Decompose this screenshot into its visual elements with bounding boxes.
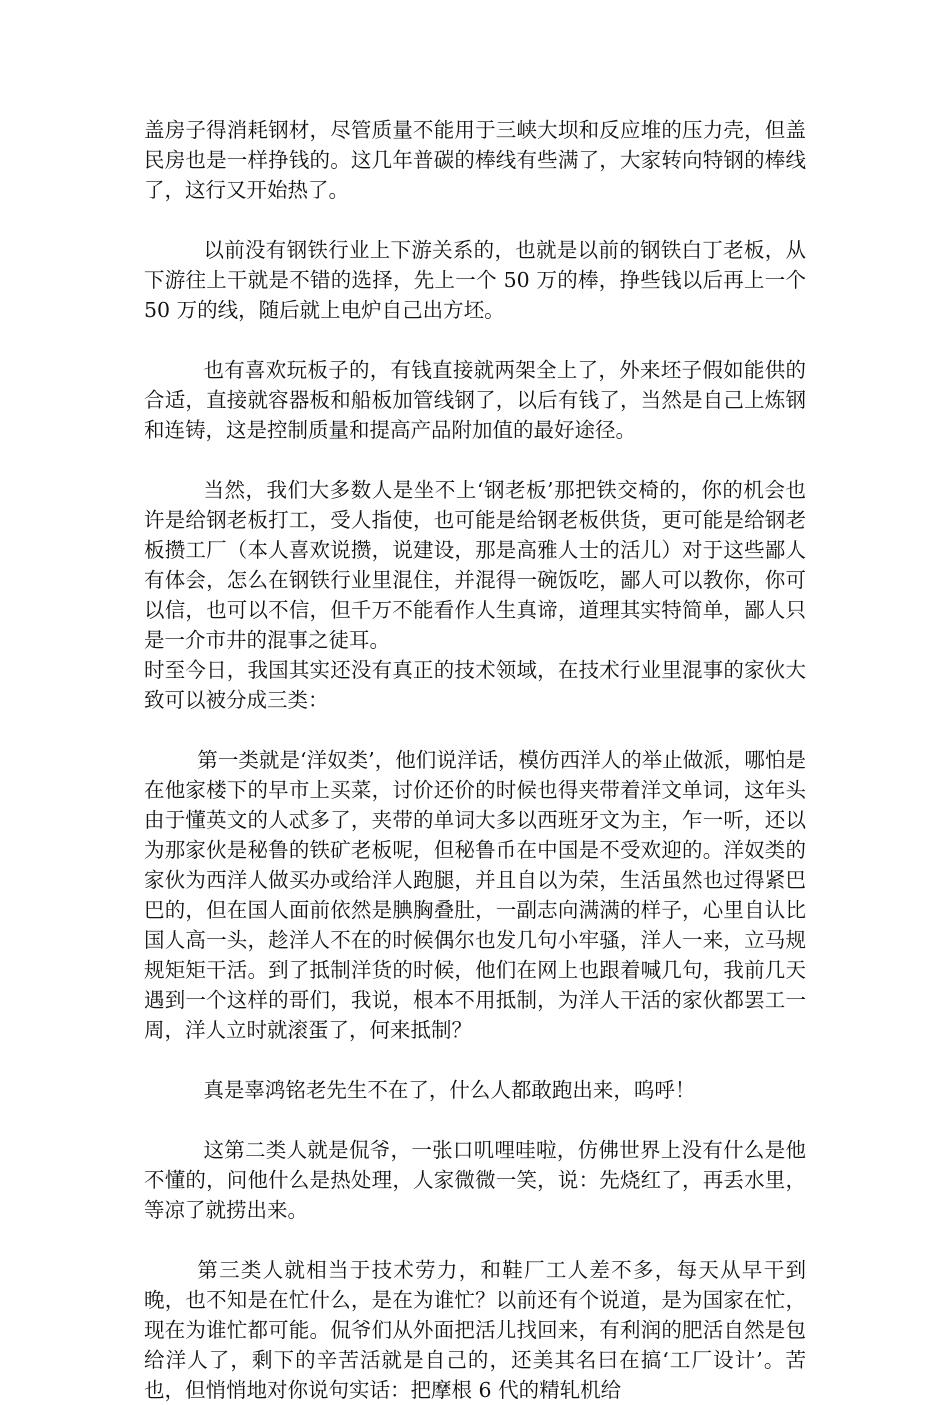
paragraph-plate-mills: 也有喜欢玩板子的，有钱直接就两架全上了，外来坯子假如能供的合适，直接就容器板和船板加管线钢了，以后有钱了，当然是自己上炼钢和连铸，这是控制质量和提高产品附加值的最好途径。 bbox=[144, 358, 806, 442]
document-body bbox=[144, 115, 806, 1405]
paragraph-type-one: 第一类就是‘洋奴类’，他们说洋话，模仿西洋人的举止做派，哪怕是在他家楼下的早市上买菜，讨价还价的时候也得夹带着洋文单词，这年头由于懂英文的人忒多了，夹带的单词大多以西班牙文为主，乍一听，还以为那家伙是秘鲁的铁矿老板呢，但秘鲁币在中国是不受欢迎的。洋奴类的家伙为西洋人做买办或给洋人跑腿，并且自以为荣，生活虽然也过得紧巴巴的，但在国人面前依然是腆胸叠肚，一副志向满满的样子，心里自认比国人高一头，趁洋人不在的时候偶尔也发几句小牢骚，洋人一来，立马规规矩矩干活。到了抵制洋货的时候，他们在网上也跟着喊几句，我前几天遇到一个这样的哥们，我说，根本不用抵制，为洋人干活的家伙都罢工一周，洋人立时就滚蛋了，何来抵制？ bbox=[144, 748, 806, 1042]
paragraph-downstream-path: 以前没有钢铁行业上下游关系的，也就是以前的钢铁白丁老板，从下游往上干就是不错的选择，先上一个 50 万的棒，挣些钱以后再上一个 50 万的线，随后就上电炉自己出方坯。 bbox=[144, 238, 806, 322]
paragraph-type-two: 这第二类人就是侃爷，一张口叽哩哇啦，仿佛世界上没有什么是他不懂的，问他什么是热处理，人家微微一笑，说：先烧红了，再丢水里，等凉了就捞出来。 bbox=[144, 1138, 806, 1222]
paragraph-type-three: 第三类人就相当于技术劳力，和鞋厂工人差不多，每天从早干到晚，也不知是在忙什么，是在为谁忙？以前还有个说道，是为国家在忙，现在为谁忙都可能。侃爷们从外面把活儿找回来，有利润的肥活自然是包给洋人了，剩下的辛苦活就是自己的，还美其名曰在搞‘工厂设计’。苦也，但悄悄地对你说句实话：把摩根 6 代的精轧机给 bbox=[144, 1258, 806, 1402]
paragraph-working-for-bosses: 当然，我们大多数人是坐不上‘钢老板’那把铁交椅的，你的机会也许是给钢老板打工，受人指使，也可能是给钢老板供货，更可能是给钢老板攒工厂（本人喜欢说攒，说建设，那是高雅人士的活儿）对于这些鄙人有体会，怎么在钢铁行业里混住，并混得一碗饭吃，鄙人可以教你，你可以信，也可以不信，但千万不能看作人生真谛，道理其实特简单，鄙人只是一介市井的混事之徒耳。 bbox=[144, 478, 806, 652]
paragraph-steel-demand: 盖房子得消耗钢材，尽管质量不能用于三峡大坝和反应堆的压力壳，但盖民房也是一样挣钱的。这几年普碳的棒线有些满了，大家转向特钢的棒线了，这行又开始热了。 bbox=[144, 118, 806, 202]
paragraph-three-types-intro: 时至今日，我国其实还没有真正的技术领域，在技术行业里混事的家伙大致可以被分成三类： bbox=[144, 658, 806, 712]
paragraph-exclamation: 真是辜鸿铭老先生不在了，什么人都敢跑出来，呜呼！ bbox=[203, 1078, 696, 1102]
